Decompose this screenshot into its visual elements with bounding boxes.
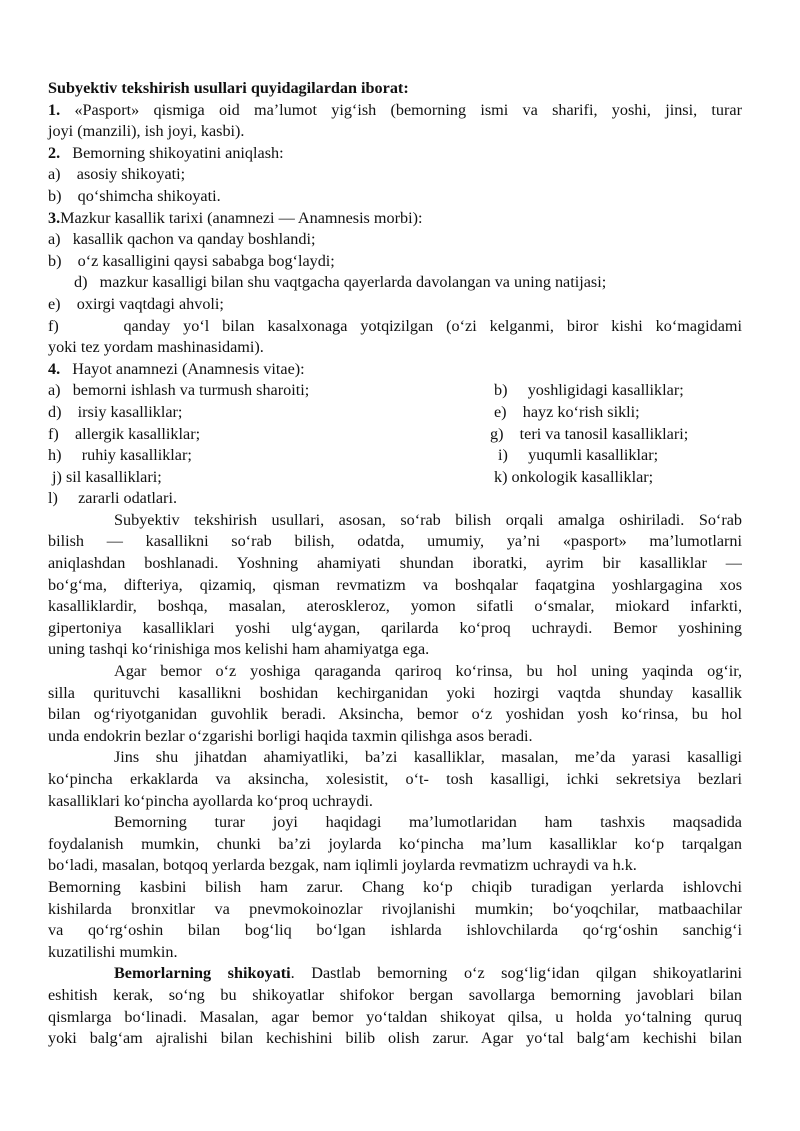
paragraph-1-line: aniqlashdan boshlanadi. Yoshning ahamiyati shundan iboratki, ayrim bir kasalliklar — [48,554,742,573]
section-4-item: k) onkologik kasalliklar; [494,467,654,486]
paragraph-1-line: uning tashqi ko‘rinishiga mos kelishi ham ahamiyatga ega. [48,640,430,659]
section-4-row [48,445,742,467]
section-3-item-b: b) o‘z kasalligini qaysi sababga bog‘laydi; [48,251,335,270]
paragraph-1-line: bilish — kasallikni so‘rab bilish, odatda, umumiy, ya’ni «pasport» ma’lumotlarni [48,532,742,551]
section-3-item-d: d) mazkur kasalligi bilan shu vaqtgacha qayerlarda davolangan va uning natijasi; [74,273,607,292]
section-3-item-e: e) oxirgi vaqtdagi ahvoli; [48,294,224,313]
section-3-text: Mazkur kasallik tarixi (anamnezi — Anamnesis morbi): [60,208,423,227]
section-1-line-1 [48,100,742,122]
paragraph-6-line: yoki balg‘am ajralishi bilan kechishini bilib olish zarur. Agar yo‘tal balg‘am kechishi bilan [48,1029,742,1048]
section-2-item-a: a) asosiy shikoyati; [48,165,186,184]
section-3-number: 3. [48,208,61,227]
section-2-number: 2. [48,143,61,162]
paragraph-3-line: ko‘pincha erkaklarda va aksincha, xolesistit, o‘t- tosh kasalligi, ichki sekretsiya bezlari [48,770,742,788]
section-4-item: d) irsiy kasalliklar; [48,402,183,421]
section-2-item-b: b) qo‘shimcha shikoyati. [48,186,221,205]
paragraph-3-line: Jins shu jihatdan ahamiyatliki, ba’zi kasalliklar, masalan, me’da yarasi kasalligi [114,748,742,767]
paragraph-1-line: kasalliklardir, boshqa, masalan, ateroskleroz, yomon sifatli o‘smalar, miokard infarkti, [48,597,742,616]
section-3-title [48,208,742,230]
section-4-row [48,402,742,424]
section-4-item: a) bemorni ishlash va turmush sharoiti; [48,381,310,400]
document-page [48,78,742,1050]
section-4-item-l: l) zararli odatlari. [48,489,177,508]
section-heading: Subyektiv tekshirish usullari quyidagilardan iborat: [48,79,409,97]
paragraph-6-bold-lead: Bemorlarning shikoyati [114,964,291,983]
paragraph-4-line: Bemorning turar joyi haqidagi ma’lumotlaridan ham tashxis maqsadida [114,813,742,832]
section-4-row [48,380,742,402]
section-4-item: b) yoshligidagi kasalliklar; [494,381,684,400]
section-3-item-a: a) kasallik qachon va qanday boshlandi; [48,230,316,249]
section-4-item: f) allergik kasalliklar; [48,424,201,443]
paragraph-4-line: foydalanish mumkin, chunki ba’zi joylarda ko‘pincha ma’lum kasalliklar ko‘p tarqalgan [48,834,742,853]
section-4-item: g) teri va tanosil kasalliklari; [490,424,689,443]
paragraph-2-line: silla qurituvchi kasallikni boshidan kechirganidan yoki hozirgi vaqtda shunday kasallik [48,683,742,702]
paragraph-1-line: gipertoniya kasalliklari yoshi ulg‘aygan, qarilarda ko‘proq uchraydi. Bemor yoshining [48,618,742,637]
paragraph-6-line [48,963,742,985]
section-4-number: 4. [48,359,61,378]
section-4-item: i) yuqumli kasalliklar; [494,446,659,465]
paragraph-2-line: Agar bemor o‘z yoshiga qaraganda qariroq ko‘rinsa, bu hol uning yaqinda og‘ir, [114,662,742,681]
paragraph-5-line: kishilarda bronxitlar va pnevmokoinozlar rivojlanishi mumkin; bo‘yoqchilar, matbaachilar [48,899,742,918]
paragraph-4-line: bo‘ladi, masalan, botqoq yerlarda bezgak, nam iqlimli joylarda revmatizm uchraydi va h.k. [48,856,637,875]
paragraph-6-line: qismlarga bo‘linadi. Masalan, agar bemor yo‘taldan shikoyat qilsa, u holda yo‘talning quruq [48,1007,742,1026]
section-4-row [48,424,742,446]
paragraph-2-line: bilan og‘riyotganidan guvohlik beradi. Aksincha, bemor o‘z yoshidan yosh ko‘rinsa, bu hol [48,705,742,724]
section-2-title [48,143,742,165]
section-4-item: e) hayz ko‘rish sikli; [494,402,640,421]
section-4-item: j) sil kasalliklari; [48,467,162,486]
paragraph-5-line: Bemorning kasbini bilish ham zarur. Chang ko‘p chiqib turadigan yerlarda ishlovchi [48,877,742,896]
section-3-item-f-line-2: yoki tez yordam mashinasidami). [48,338,264,357]
section-1-number: 1. [48,100,61,119]
paragraph-1-line: bo‘g‘ma, difteriya, qizamiq, qisman revmatizm va boshqalar faqatgina yoshlargagina xos [48,575,742,594]
section-1-text: «Pasport» qismiga oid ma’lumot yig‘ish (bemorning ismi va sharifi, yoshi, jinsi, turar [74,100,742,119]
paragraph-6-line: eshitish kerak, so‘ng bu shikoyatlar shifokor bergan savollarga bemorning javoblari bilan [48,985,742,1004]
paragraph-5-line: va qo‘rg‘oshin bilan bog‘liq bo‘lgan ishlarda ishlovchilarda qo‘rg‘oshin sanchig‘i [48,921,742,940]
section-2-text: Bemorning shikoyatini aniqlash: [72,143,284,162]
section-4-title [48,359,742,381]
section-4-item: h) ruhiy kasalliklar; [48,446,192,465]
paragraph-5-line: kuzatilishi mumkin. [48,942,178,961]
section-4-text: Hayot anamnezi (Anamnesis vitae): [72,359,305,378]
section-4-row [48,467,742,489]
section-1-line-2: joyi (manzili), ish joyi, kasbi). [48,122,245,141]
paragraph-1-line: Subyektiv tekshirish usullari, asosan, so‘rab bilish orqali amalga oshiriladi. So‘rab [114,510,742,529]
paragraph-6-lead-rest: . Dastlab bemorning o‘z sog‘lig‘idan qilgan shikoyatlarini [290,964,742,983]
section-3-item-f-line-1: f) qanday yo‘l bilan kasalxonaga yotqizilgan (o‘zi kelganmi, biror kishi ko‘magidami [48,316,742,335]
paragraph-3-line: kasalliklari ko‘pincha ayollarda ko‘proq uchraydi. [48,791,373,810]
paragraph-2-line: unda endokrin bezlar o‘zgarishi borligi haqida taxmin qilishga asos beradi. [48,726,533,745]
